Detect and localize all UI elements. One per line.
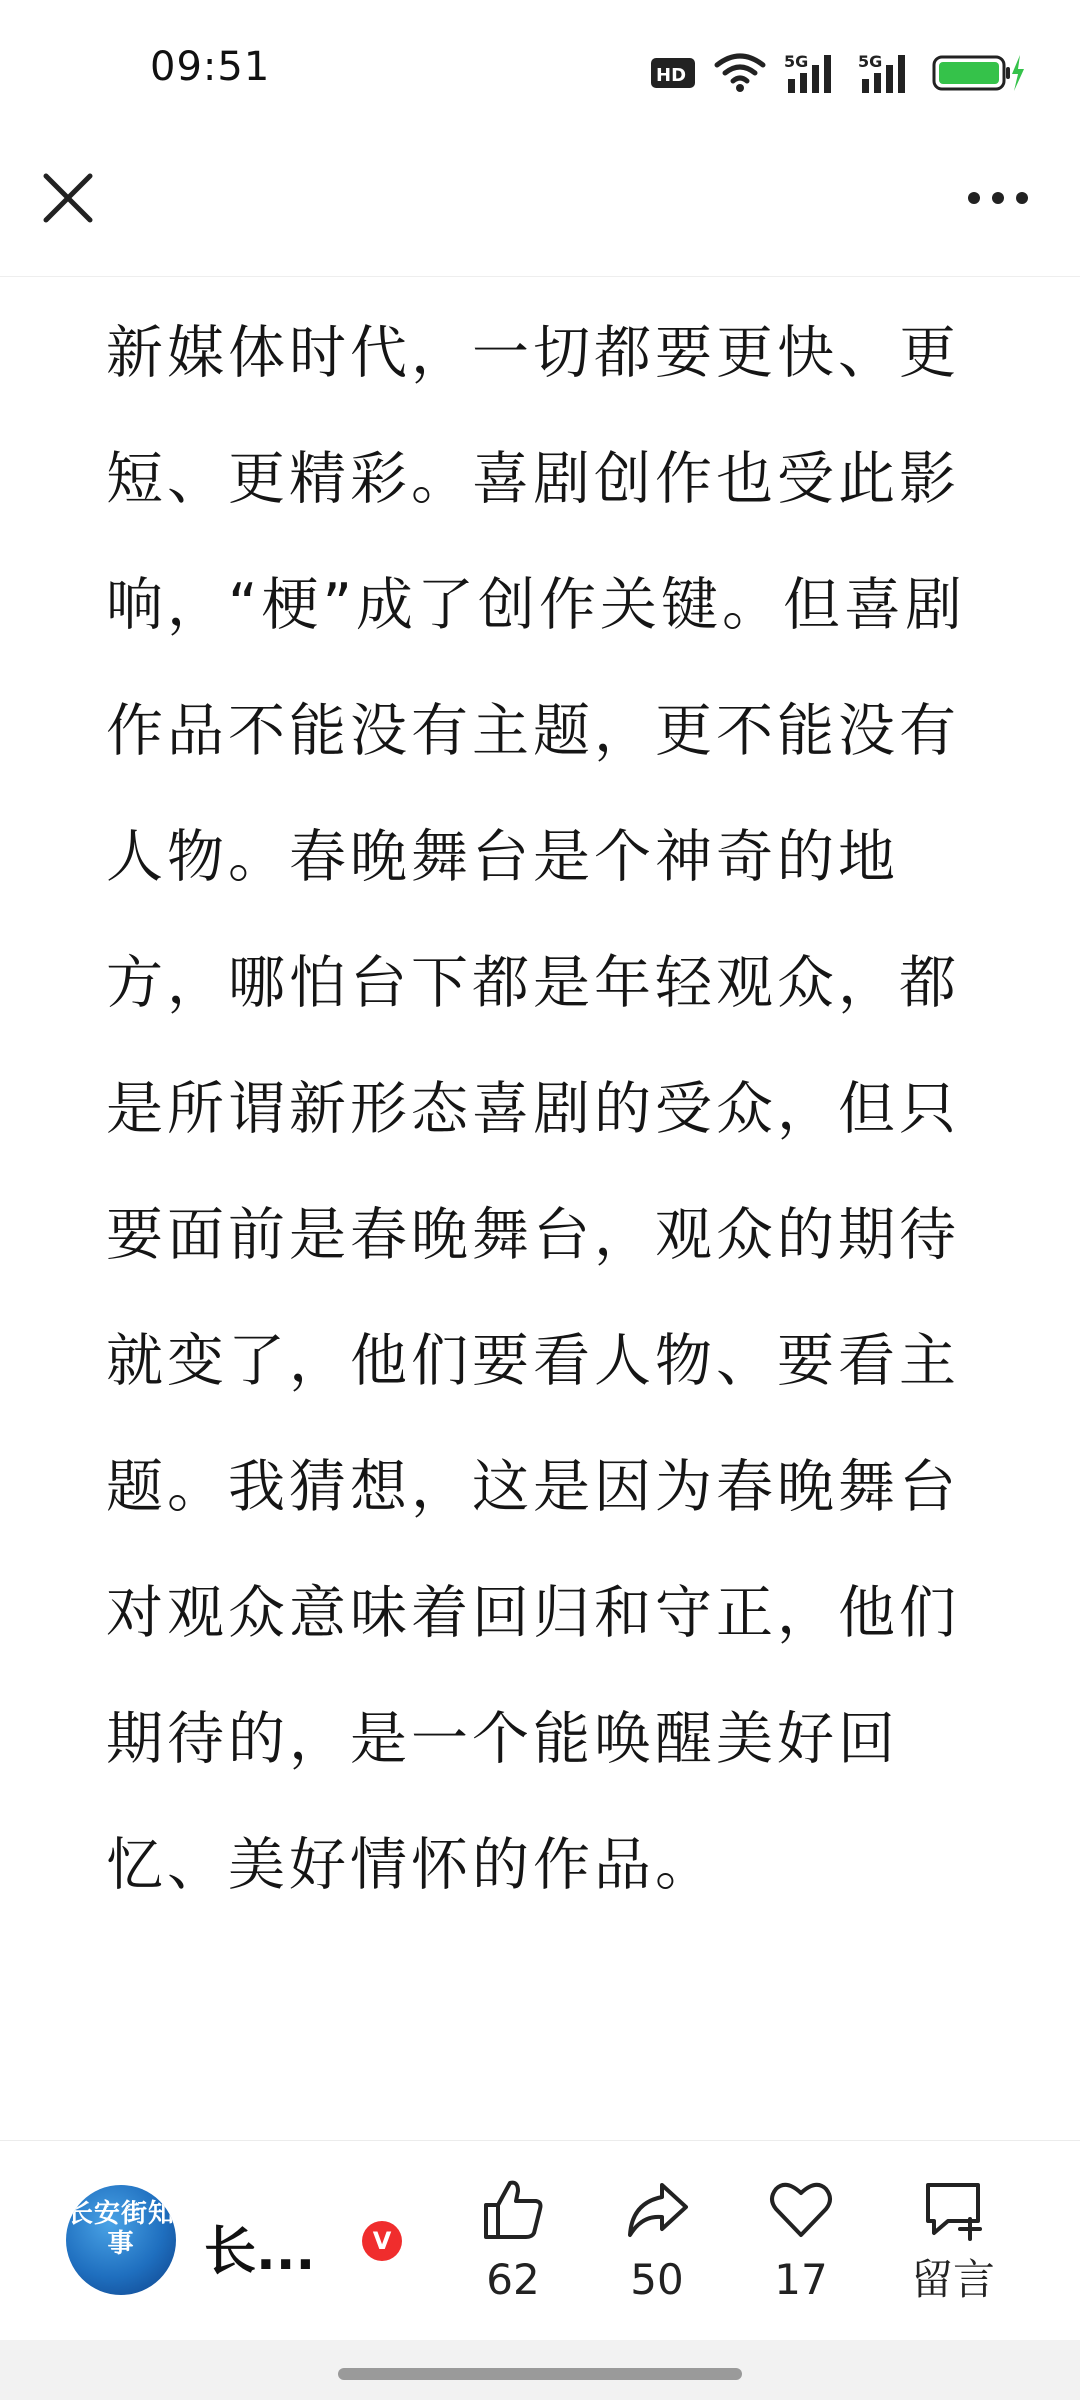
more-icon: [960, 166, 1036, 230]
add-comment-icon: [918, 2175, 988, 2245]
share-icon: [622, 2175, 692, 2245]
status-icons: [650, 50, 1024, 96]
5g-signal-icon: [858, 51, 914, 95]
wifi-icon: [714, 53, 766, 93]
bottom-action-bar: [0, 2140, 1080, 2341]
share-button[interactable]: [602, 2175, 712, 2305]
top-nav: [0, 130, 1080, 277]
hd-voice-icon: [650, 56, 696, 90]
favorite-button[interactable]: [746, 2175, 856, 2305]
verified-badge: V: [362, 2221, 402, 2261]
svg-text:HD: HD: [656, 65, 687, 86]
like-button[interactable]: [458, 2175, 568, 2305]
article-body: 新媒体时代，一切都要更快、更短、更精彩。喜剧创作也受此影响，“梗”成了创作关键。但喜剧作品不能没有主题，更不能没有人物。春晚舞台是个神奇的地方，哪怕台下都是年轻观众，都是所谓新形态喜剧的受众，但只要面前是春晚舞台，观众的期待就变了，他们要看人物、要看主题。我猜想，这是因为春晚舞台对观众意味着回归和守正，他们期待的，是一个能唤醒美好回忆、美好情怀的作品。: [106, 320, 967, 1898]
svg-text:5G: 5G: [784, 52, 809, 71]
status-bar: [0, 0, 1080, 130]
comment-button[interactable]: [893, 2175, 1013, 2305]
gesture-area: [0, 2340, 1080, 2400]
close-icon: [36, 166, 100, 230]
5g-signal-icon: [784, 51, 840, 95]
author-avatar[interactable]: [66, 2185, 176, 2295]
heart-icon: [766, 2175, 836, 2245]
svg-text:5G: 5G: [858, 52, 883, 71]
gesture-handle[interactable]: [338, 2368, 742, 2380]
author-name[interactable]: 长...: [204, 2222, 316, 2282]
thumbs-up-icon: [478, 2175, 548, 2245]
close-button[interactable]: [36, 166, 100, 230]
avatar-logo-text: 长安街知事: [66, 2199, 175, 2259]
favorite-count: 17: [774, 2255, 828, 2304]
comment-label: 留言: [910, 2255, 995, 2304]
share-count: 50: [630, 2255, 684, 2304]
battery-charging-icon: [932, 53, 1024, 93]
like-count: 62: [486, 2255, 540, 2304]
more-button[interactable]: [960, 166, 1036, 230]
status-time: 09:51: [150, 44, 271, 90]
